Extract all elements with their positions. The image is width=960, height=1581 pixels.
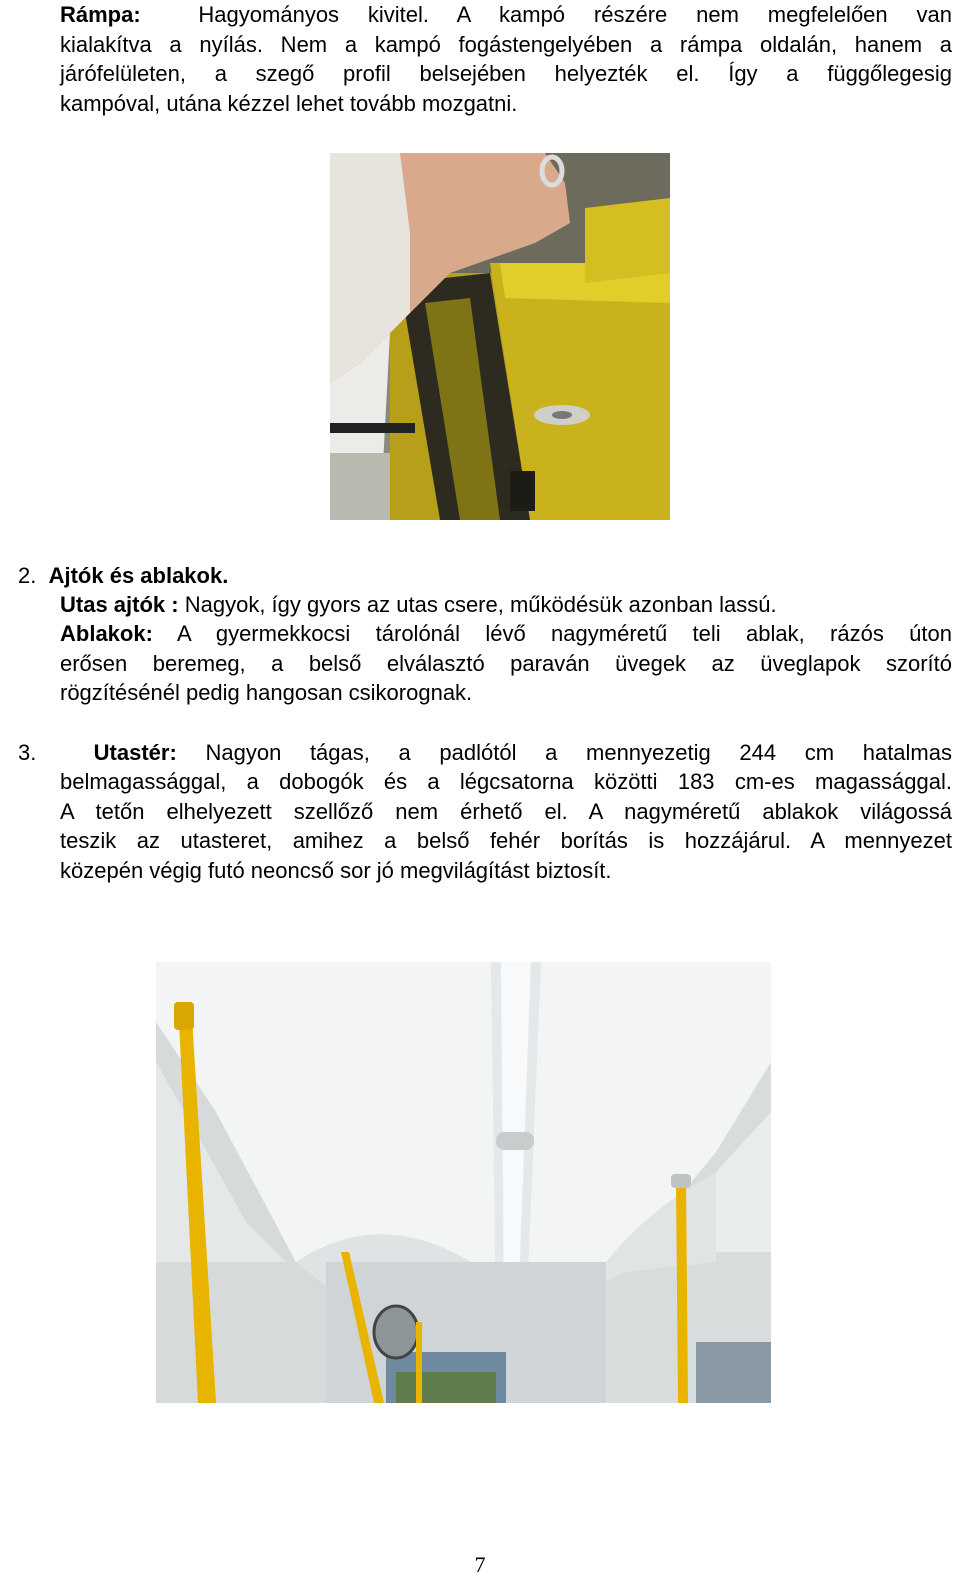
windows-line-2: erősen beremeg, a belső elválasztó paraván üvegek az üveglapok szorító [60, 650, 952, 676]
doors-label: Utas ajtók : [60, 592, 179, 617]
section-2-heading: 2. Ajtók és ablakok. [18, 563, 229, 588]
ramp-photo [330, 153, 670, 520]
bus-interior-photo [156, 962, 771, 1403]
section-3-label: Utastér: [93, 740, 177, 765]
page-number: 7 [474, 1552, 486, 1577]
section-2 [18, 561, 952, 591]
rampa-paragraph [60, 0, 952, 118]
section-3-line-3: A tetőn elhelyezett szellőző nem érhető el. A nagyméretű ablakok világossá [60, 798, 952, 824]
section-3-line-4: teszik az utasteret, amihez a belső fehér borítás is hozzájárul. A mennyezet [60, 828, 952, 853]
rampa-line-2: kialakítva a nyílás. Nem a kampó fogástengelyében a rámpa oldalán, hanem a [60, 31, 952, 57]
doors-text: Nagyok, így gyors az utas csere, működésük azonban lassú. [184, 592, 777, 617]
section-3-line-5: közepén végig futó neoncső sor jó megvilágítást biztosít. [60, 857, 612, 883]
section-3-line-1: 3. Utastér: Nagyon tágas, a padlótól a mennyezetig 244 cm hatalmas [18, 740, 952, 765]
rampa-line-4: kampóval, utána kézzel lehet tovább mozgatni. [60, 90, 518, 116]
rampa-line-1: Rámpa: Hagyományos kivitel. A kampó részére nem megfelelően van [60, 2, 952, 27]
windows-paragraph [60, 619, 952, 708]
section-2-title: Ajtók és ablakok. [48, 563, 229, 588]
section-3 [18, 738, 952, 768]
doors-paragraph [60, 590, 952, 620]
windows-line-1: Ablakok: A gyermekkocsi tárolónál lévő nagyméretű teli ablak, rázós úton [60, 621, 952, 646]
rampa-line-3: járófelületen, a szegő profil belsejében helyezték el. Így a függőlegesig [60, 61, 952, 86]
rampa-label: Rámpa: [60, 2, 141, 27]
section-3-body [60, 767, 952, 885]
section-3-line-2: belmagassággal, a dobogók és a légcsatorna közötti 183 cm-es magassággal. [60, 769, 952, 794]
windows-label: Ablakok: [60, 621, 153, 646]
windows-line-3: rögzítésénél pedig hangosan csikorognak. [60, 680, 473, 705]
